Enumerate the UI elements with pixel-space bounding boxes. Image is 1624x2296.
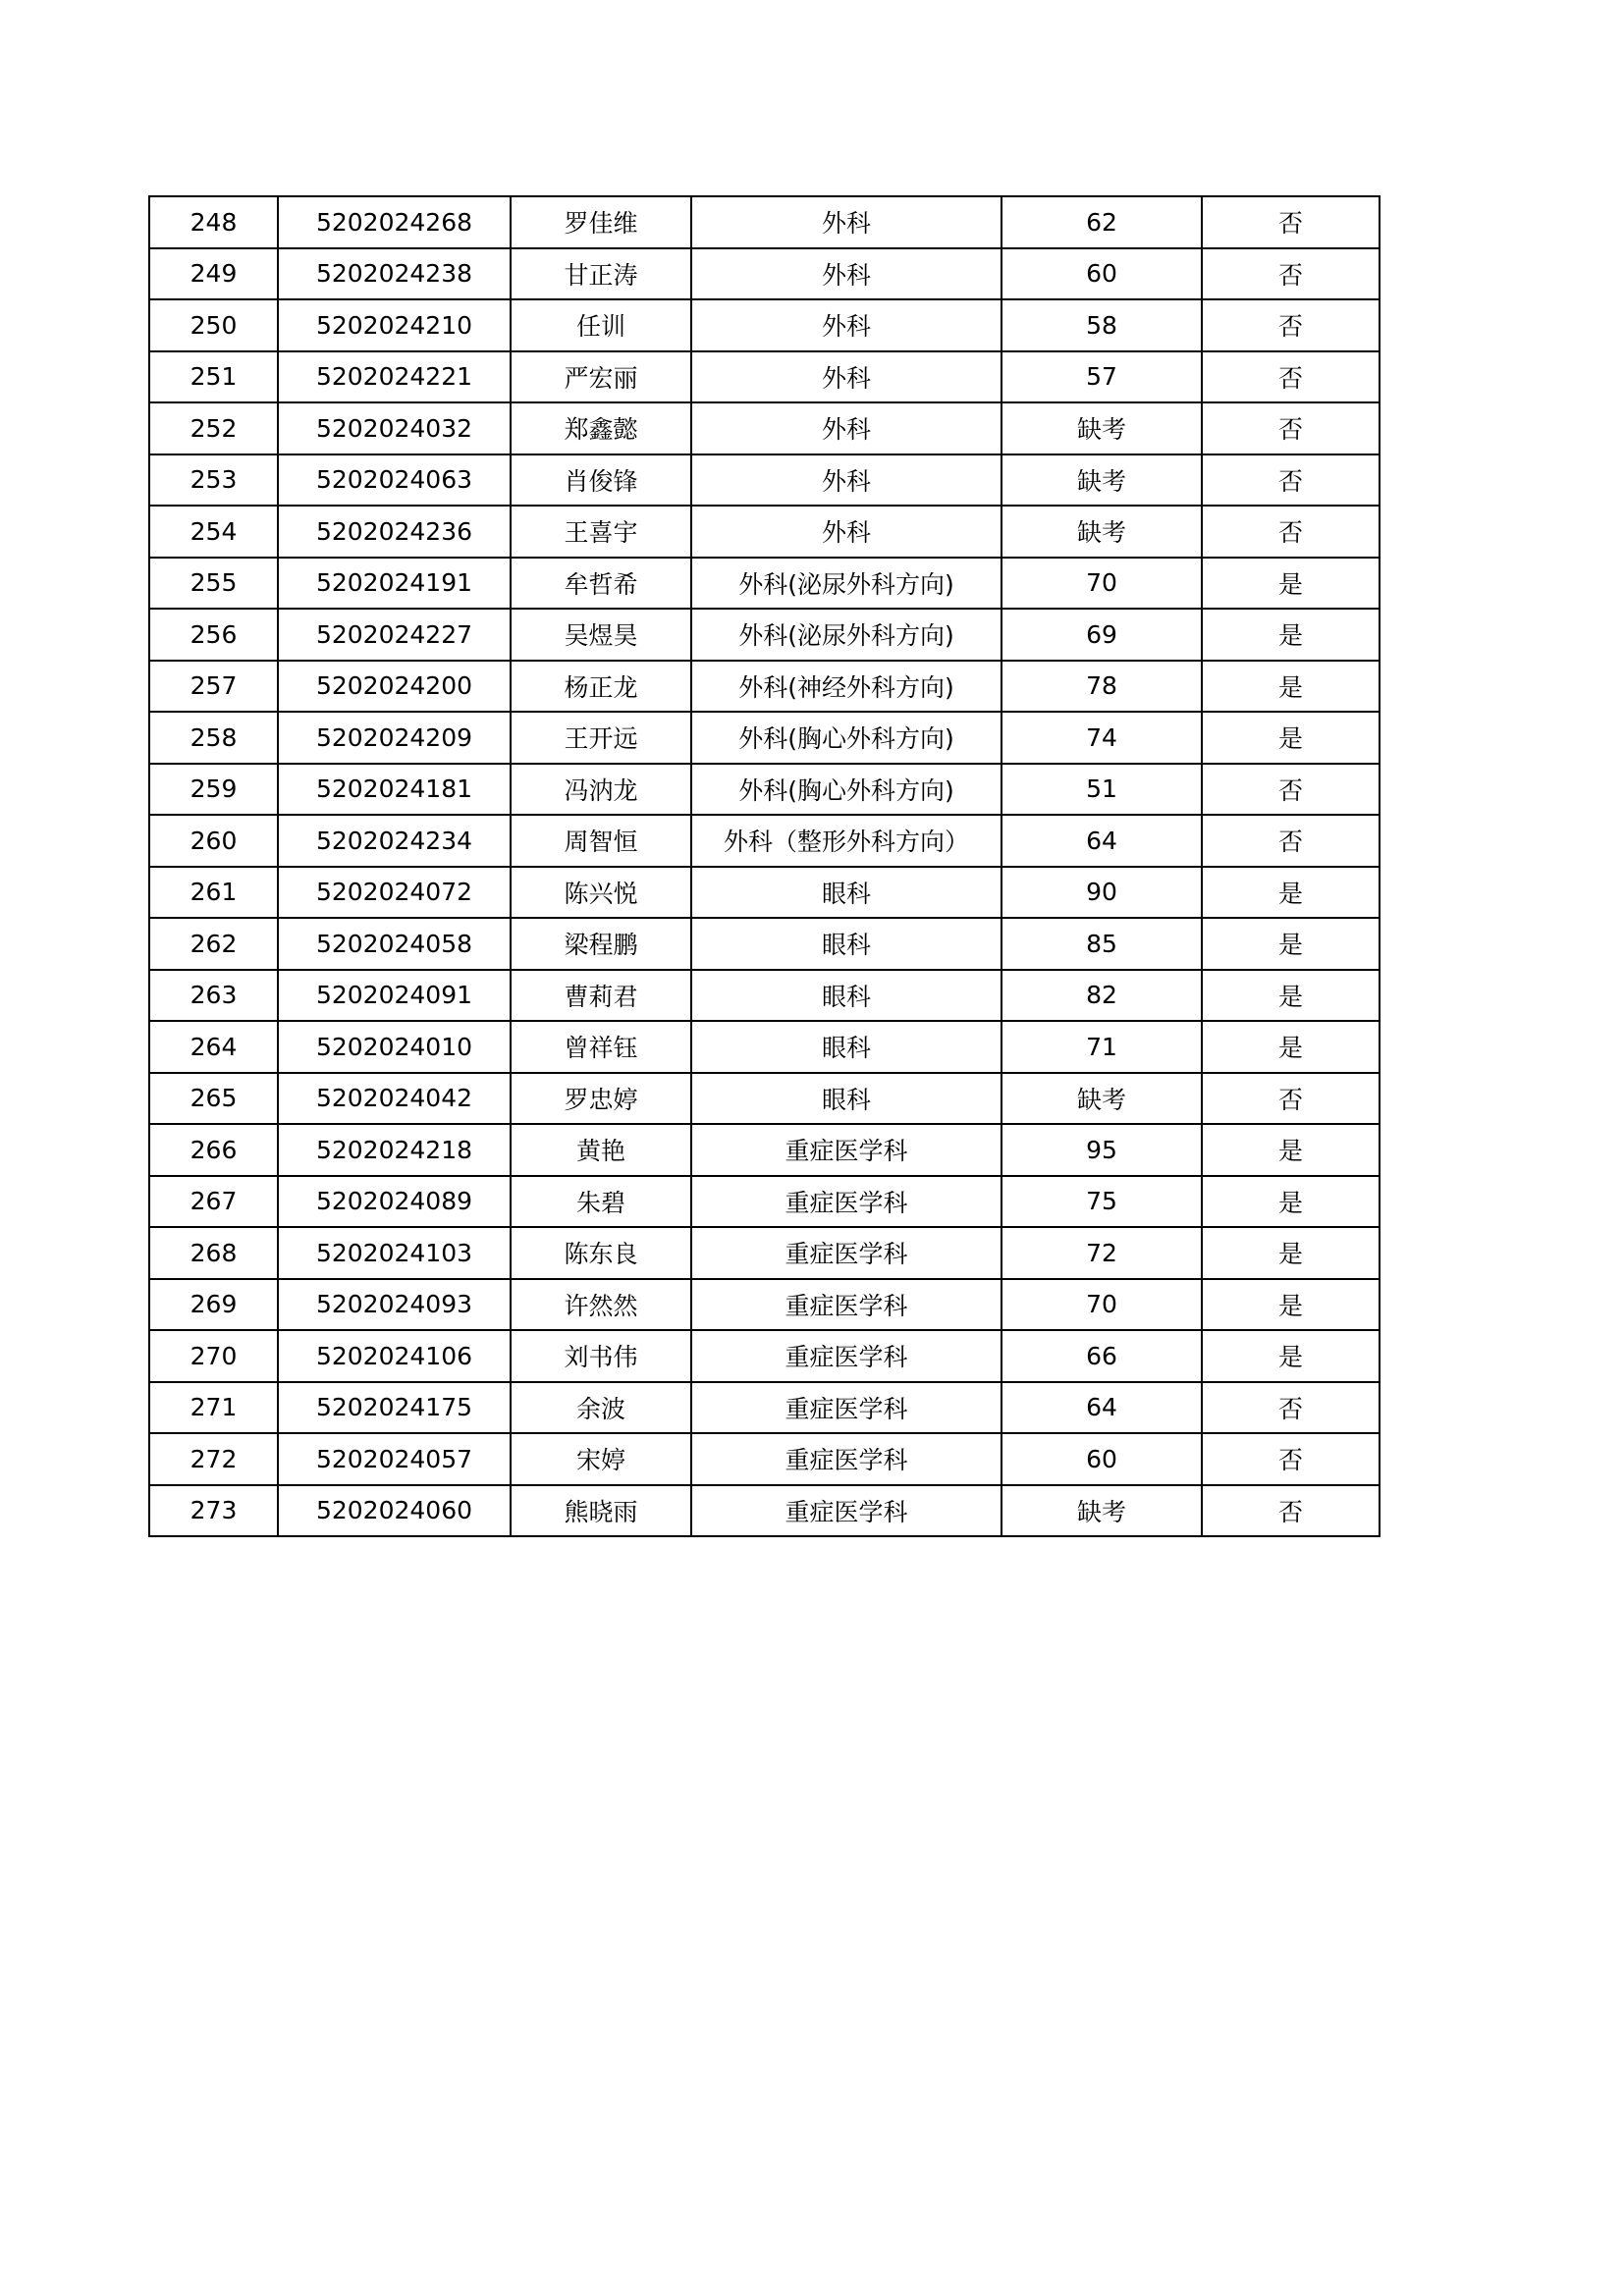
score-cell: 85	[1001, 918, 1202, 970]
exam-id-cell: 5202024010	[278, 1021, 511, 1073]
table-row	[149, 1433, 1380, 1485]
table-row	[149, 1227, 1380, 1279]
exam-id-cell: 5202024058	[278, 918, 511, 970]
table-row	[149, 867, 1380, 919]
specialty-cell: 外科(神经外科方向)	[691, 661, 1001, 713]
qualified-cell: 是	[1202, 918, 1380, 970]
row-number-cell: 255	[149, 558, 278, 610]
specialty-cell: 眼科	[691, 918, 1001, 970]
table-row	[149, 454, 1380, 507]
specialty-cell: 重症医学科	[691, 1176, 1001, 1228]
table-body	[149, 196, 1380, 1536]
row-number-cell: 253	[149, 454, 278, 507]
specialty-cell: 眼科	[691, 970, 1001, 1022]
qualified-cell: 否	[1202, 454, 1380, 507]
specialty-cell: 重症医学科	[691, 1330, 1001, 1382]
row-number-cell: 263	[149, 970, 278, 1022]
table-row	[149, 764, 1380, 816]
exam-id-cell: 5202024072	[278, 867, 511, 919]
row-number-cell: 265	[149, 1073, 278, 1125]
row-number-cell: 248	[149, 196, 278, 248]
exam-id-cell: 5202024057	[278, 1433, 511, 1485]
exam-id-cell: 5202024238	[278, 248, 511, 300]
specialty-cell: 外科(泌尿外科方向)	[691, 609, 1001, 661]
name-cell: 曹莉君	[511, 970, 691, 1022]
qualified-cell: 是	[1202, 1176, 1380, 1228]
specialty-cell: 外科(胸心外科方向)	[691, 764, 1001, 816]
row-number-cell: 259	[149, 764, 278, 816]
specialty-cell: 外科	[691, 248, 1001, 300]
table-row	[149, 815, 1380, 867]
score-cell: 82	[1001, 970, 1202, 1022]
qualified-cell: 否	[1202, 248, 1380, 300]
score-cell: 64	[1001, 1382, 1202, 1434]
score-cell: 60	[1001, 248, 1202, 300]
score-cell: 75	[1001, 1176, 1202, 1228]
specialty-cell: 眼科	[691, 1073, 1001, 1125]
name-cell: 陈兴悦	[511, 867, 691, 919]
name-cell: 王喜宇	[511, 506, 691, 558]
name-cell: 甘正涛	[511, 248, 691, 300]
specialty-cell: 重症医学科	[691, 1382, 1001, 1434]
row-number-cell: 250	[149, 299, 278, 351]
qualified-cell: 否	[1202, 1382, 1380, 1434]
name-cell: 许然然	[511, 1279, 691, 1331]
qualified-cell: 是	[1202, 1124, 1380, 1176]
name-cell: 宋婷	[511, 1433, 691, 1485]
table-row	[149, 248, 1380, 300]
row-number-cell: 260	[149, 815, 278, 867]
table-row	[149, 609, 1380, 661]
table-row	[149, 299, 1380, 351]
name-cell: 任训	[511, 299, 691, 351]
name-cell: 曾祥钰	[511, 1021, 691, 1073]
row-number-cell: 271	[149, 1382, 278, 1434]
row-number-cell: 256	[149, 609, 278, 661]
table-row	[149, 558, 1380, 610]
specialty-cell: 外科	[691, 454, 1001, 507]
specialty-cell: 眼科	[691, 1021, 1001, 1073]
table-row	[149, 1382, 1380, 1434]
exam-id-cell: 5202024089	[278, 1176, 511, 1228]
exam-id-cell: 5202024209	[278, 712, 511, 764]
specialty-cell: 重症医学科	[691, 1433, 1001, 1485]
qualified-cell: 否	[1202, 402, 1380, 454]
results-table	[148, 195, 1380, 1537]
qualified-cell: 是	[1202, 970, 1380, 1022]
exam-id-cell: 5202024175	[278, 1382, 511, 1434]
qualified-cell: 是	[1202, 661, 1380, 713]
table-row	[149, 1176, 1380, 1228]
name-cell: 周智恒	[511, 815, 691, 867]
exam-id-cell: 5202024106	[278, 1330, 511, 1382]
row-number-cell: 251	[149, 351, 278, 403]
qualified-cell: 否	[1202, 1433, 1380, 1485]
qualified-cell: 是	[1202, 1021, 1380, 1073]
score-cell: 71	[1001, 1021, 1202, 1073]
score-cell: 60	[1001, 1433, 1202, 1485]
exam-id-cell: 5202024091	[278, 970, 511, 1022]
specialty-cell: 外科	[691, 506, 1001, 558]
row-number-cell: 267	[149, 1176, 278, 1228]
score-cell: 64	[1001, 815, 1202, 867]
exam-id-cell: 5202024236	[278, 506, 511, 558]
name-cell: 罗忠婷	[511, 1073, 691, 1125]
table-row	[149, 661, 1380, 713]
score-cell: 缺考	[1001, 1073, 1202, 1125]
score-cell: 74	[1001, 712, 1202, 764]
row-number-cell: 273	[149, 1485, 278, 1537]
score-cell: 70	[1001, 1279, 1202, 1331]
qualified-cell: 是	[1202, 712, 1380, 764]
qualified-cell: 是	[1202, 1227, 1380, 1279]
table-row	[149, 1124, 1380, 1176]
specialty-cell: 外科(泌尿外科方向)	[691, 558, 1001, 610]
name-cell: 杨正龙	[511, 661, 691, 713]
table-row	[149, 1485, 1380, 1537]
specialty-cell: 眼科	[691, 867, 1001, 919]
table-row	[149, 196, 1380, 248]
qualified-cell: 否	[1202, 299, 1380, 351]
specialty-cell: 外科(胸心外科方向)	[691, 712, 1001, 764]
table-row	[149, 918, 1380, 970]
exam-id-cell: 5202024060	[278, 1485, 511, 1537]
score-cell: 66	[1001, 1330, 1202, 1382]
exam-id-cell: 5202024200	[278, 661, 511, 713]
exam-id-cell: 5202024181	[278, 764, 511, 816]
name-cell: 刘书伟	[511, 1330, 691, 1382]
qualified-cell: 否	[1202, 506, 1380, 558]
name-cell: 肖俊锋	[511, 454, 691, 507]
exam-id-cell: 5202024268	[278, 196, 511, 248]
score-cell: 78	[1001, 661, 1202, 713]
exam-id-cell: 5202024227	[278, 609, 511, 661]
exam-id-cell: 5202024063	[278, 454, 511, 507]
name-cell: 黄艳	[511, 1124, 691, 1176]
qualified-cell: 否	[1202, 196, 1380, 248]
exam-id-cell: 5202024093	[278, 1279, 511, 1331]
exam-id-cell: 5202024191	[278, 558, 511, 610]
score-cell: 90	[1001, 867, 1202, 919]
score-cell: 缺考	[1001, 1485, 1202, 1537]
name-cell: 熊晓雨	[511, 1485, 691, 1537]
qualified-cell: 否	[1202, 815, 1380, 867]
score-cell: 70	[1001, 558, 1202, 610]
row-number-cell: 257	[149, 661, 278, 713]
table-row	[149, 1279, 1380, 1331]
name-cell: 严宏丽	[511, 351, 691, 403]
score-cell: 57	[1001, 351, 1202, 403]
qualified-cell: 是	[1202, 558, 1380, 610]
table-row	[149, 402, 1380, 454]
table-row	[149, 1021, 1380, 1073]
name-cell: 郑鑫懿	[511, 402, 691, 454]
table-row	[149, 712, 1380, 764]
score-cell: 58	[1001, 299, 1202, 351]
specialty-cell: 重症医学科	[691, 1227, 1001, 1279]
qualified-cell: 否	[1202, 1485, 1380, 1537]
score-cell: 95	[1001, 1124, 1202, 1176]
exam-id-cell: 5202024042	[278, 1073, 511, 1125]
score-cell: 缺考	[1001, 402, 1202, 454]
table-row	[149, 1073, 1380, 1125]
row-number-cell: 262	[149, 918, 278, 970]
specialty-cell: 重症医学科	[691, 1485, 1001, 1537]
exam-id-cell: 5202024218	[278, 1124, 511, 1176]
row-number-cell: 268	[149, 1227, 278, 1279]
score-cell: 51	[1001, 764, 1202, 816]
score-cell: 缺考	[1001, 506, 1202, 558]
name-cell: 余波	[511, 1382, 691, 1434]
qualified-cell: 是	[1202, 1330, 1380, 1382]
qualified-cell: 否	[1202, 764, 1380, 816]
name-cell: 王开远	[511, 712, 691, 764]
exam-id-cell: 5202024032	[278, 402, 511, 454]
row-number-cell: 258	[149, 712, 278, 764]
name-cell: 陈东良	[511, 1227, 691, 1279]
score-cell: 缺考	[1001, 454, 1202, 507]
specialty-cell: 外科	[691, 351, 1001, 403]
name-cell: 冯汭龙	[511, 764, 691, 816]
exam-id-cell: 5202024221	[278, 351, 511, 403]
table-row	[149, 1330, 1380, 1382]
qualified-cell: 否	[1202, 1073, 1380, 1125]
row-number-cell: 270	[149, 1330, 278, 1382]
name-cell: 朱碧	[511, 1176, 691, 1228]
specialty-cell: 重症医学科	[691, 1124, 1001, 1176]
row-number-cell: 249	[149, 248, 278, 300]
table-row	[149, 970, 1380, 1022]
row-number-cell: 264	[149, 1021, 278, 1073]
exam-id-cell: 5202024234	[278, 815, 511, 867]
specialty-cell: 外科	[691, 402, 1001, 454]
name-cell: 牟哲希	[511, 558, 691, 610]
score-cell: 72	[1001, 1227, 1202, 1279]
qualified-cell: 否	[1202, 351, 1380, 403]
specialty-cell: 外科	[691, 196, 1001, 248]
row-number-cell: 261	[149, 867, 278, 919]
score-cell: 62	[1001, 196, 1202, 248]
qualified-cell: 是	[1202, 609, 1380, 661]
qualified-cell: 是	[1202, 1279, 1380, 1331]
qualified-cell: 是	[1202, 867, 1380, 919]
row-number-cell: 272	[149, 1433, 278, 1485]
row-number-cell: 269	[149, 1279, 278, 1331]
name-cell: 罗佳维	[511, 196, 691, 248]
specialty-cell: 外科（整形外科方向）	[691, 815, 1001, 867]
specialty-cell: 重症医学科	[691, 1279, 1001, 1331]
exam-id-cell: 5202024210	[278, 299, 511, 351]
name-cell: 吴煜昊	[511, 609, 691, 661]
row-number-cell: 252	[149, 402, 278, 454]
name-cell: 梁程鹏	[511, 918, 691, 970]
table-row	[149, 351, 1380, 403]
row-number-cell: 266	[149, 1124, 278, 1176]
table-row	[149, 506, 1380, 558]
specialty-cell: 外科	[691, 299, 1001, 351]
row-number-cell: 254	[149, 506, 278, 558]
score-cell: 69	[1001, 609, 1202, 661]
exam-id-cell: 5202024103	[278, 1227, 511, 1279]
